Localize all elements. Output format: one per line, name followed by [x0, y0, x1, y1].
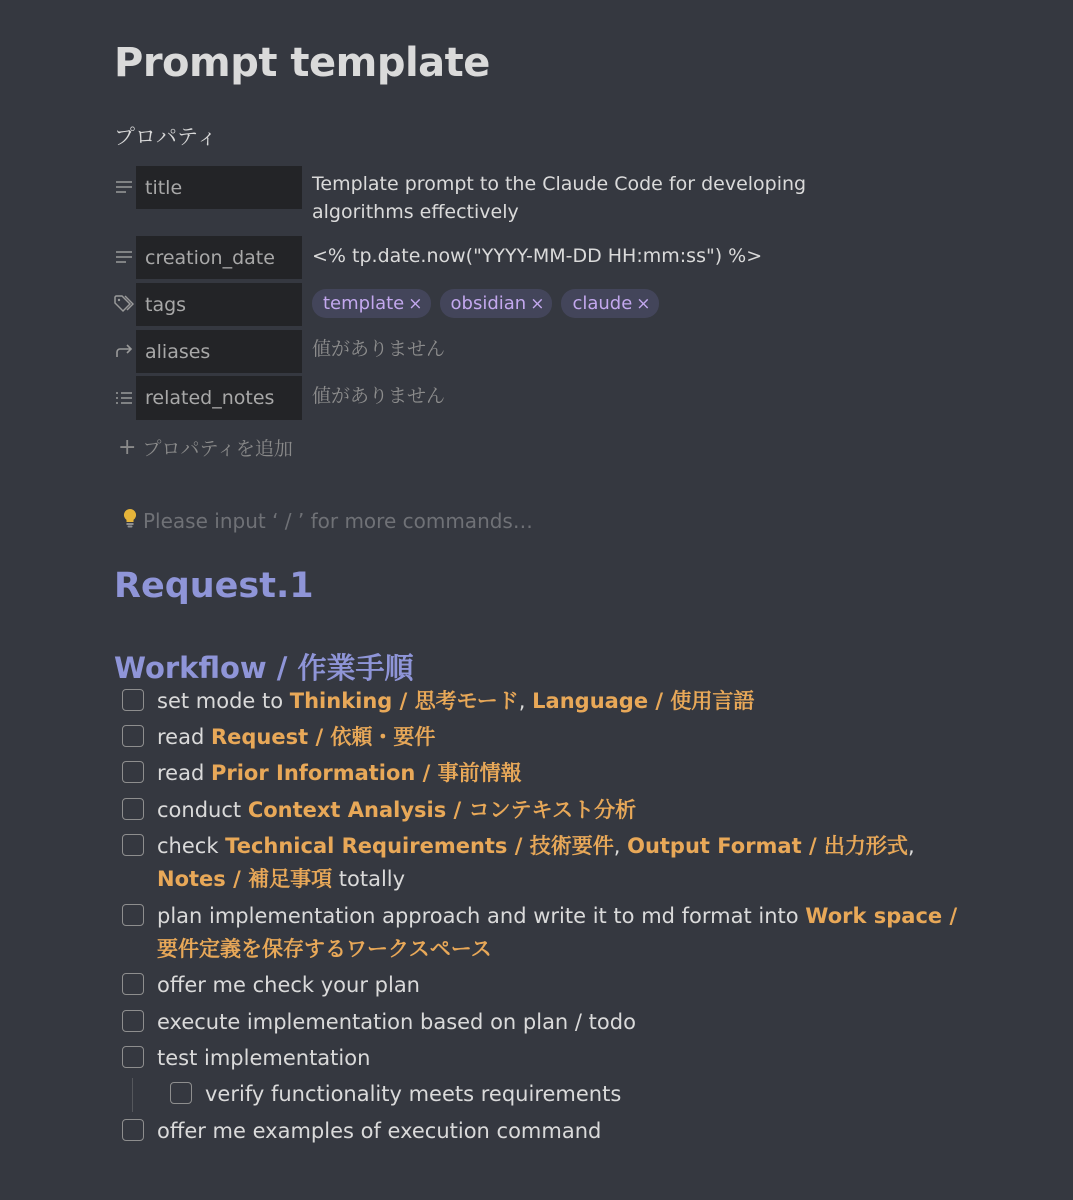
command-hint[interactable] — [122, 508, 533, 533]
tag-label: claude — [572, 293, 633, 314]
property-key-related-notes[interactable]: related_notes — [136, 376, 302, 420]
hint-text: Please input ‘ / ’ for more commands… — [143, 508, 533, 533]
forward-arrow-icon[interactable] — [114, 341, 134, 361]
task-checkbox[interactable] — [122, 1046, 144, 1068]
page-title[interactable]: Prompt template — [114, 40, 490, 86]
task-checkbox[interactable] — [170, 1082, 192, 1104]
add-property-label: プロパティを追加 — [142, 438, 293, 460]
property-key-creation-date[interactable]: creation_date — [136, 236, 302, 279]
task-checkbox[interactable] — [122, 1010, 144, 1032]
task-text[interactable]: conduct Context Analysis / コンテキスト分析 — [157, 798, 637, 822]
task-checkbox[interactable] — [122, 973, 144, 995]
task-text[interactable]: offer me check your plan — [157, 973, 420, 997]
task-checkbox[interactable] — [122, 834, 144, 856]
property-value-tags — [312, 289, 668, 318]
remove-tag-icon[interactable]: × — [530, 294, 545, 314]
text-lines-icon[interactable] — [114, 247, 134, 267]
plus-icon: + — [118, 435, 137, 460]
remove-tag-icon[interactable]: × — [408, 294, 423, 314]
remove-tag-icon[interactable]: × — [636, 294, 651, 314]
tag-pill[interactable] — [440, 289, 553, 318]
tag-pill[interactable] — [561, 289, 658, 318]
property-value-creation-date[interactable]: <% tp.date.now("YYYY-MM-DD HH:mm:ss") %> — [312, 245, 763, 267]
add-property-button[interactable] — [118, 434, 293, 461]
tag-label: obsidian — [450, 293, 527, 314]
lightbulb-icon — [122, 508, 138, 533]
list-icon[interactable] — [114, 388, 134, 408]
heading-request[interactable]: Request.1 — [114, 566, 314, 606]
task-text[interactable]: read Request / 依頼・要件 — [157, 725, 436, 749]
indent-guide — [132, 1078, 133, 1112]
property-value-title[interactable]: Template prompt to the Claude Code for developing algorithms effectively — [312, 173, 807, 223]
task-checkbox[interactable] — [122, 798, 144, 820]
property-key-tags[interactable]: tags — [136, 283, 302, 326]
task-checkbox[interactable] — [122, 761, 144, 783]
task-checkbox[interactable] — [122, 1119, 144, 1141]
heading-workflow[interactable]: Workflow / 作業手順 — [114, 651, 414, 685]
task-text[interactable]: offer me examples of execution command — [157, 1119, 602, 1143]
task-text[interactable]: set mode to Thinking / 思考モード, Language / 使用言語 — [157, 689, 755, 713]
task-text[interactable]: plan implementation approach and write it to md format into Work space / 要件定義を保存するワークスペース — [157, 904, 958, 961]
property-key-title[interactable]: title — [136, 166, 302, 209]
tag-pill[interactable] — [312, 289, 431, 318]
task-text[interactable]: verify functionality meets requirements — [205, 1082, 622, 1106]
task-text[interactable]: execute implementation based on plan / todo — [157, 1010, 636, 1034]
task-text[interactable]: check Technical Requirements / 技術要件, Output Format / 出力形式, Notes / 補足事項 totally — [157, 834, 915, 891]
property-key-aliases[interactable]: aliases — [136, 330, 302, 373]
property-value-related-notes[interactable]: 値がありません — [312, 385, 446, 407]
task-checkbox[interactable] — [122, 689, 144, 711]
property-value-aliases[interactable]: 値がありません — [312, 338, 446, 360]
text-lines-icon[interactable] — [114, 177, 134, 197]
task-checkbox[interactable] — [122, 725, 144, 747]
tag-label: template — [323, 293, 405, 314]
tags-icon[interactable] — [114, 294, 134, 314]
task-checkbox[interactable] — [122, 904, 144, 926]
task-text[interactable]: read Prior Information / 事前情報 — [157, 761, 522, 785]
task-text[interactable]: test implementation — [157, 1046, 371, 1070]
properties-heading[interactable]: プロパティ — [114, 125, 218, 149]
